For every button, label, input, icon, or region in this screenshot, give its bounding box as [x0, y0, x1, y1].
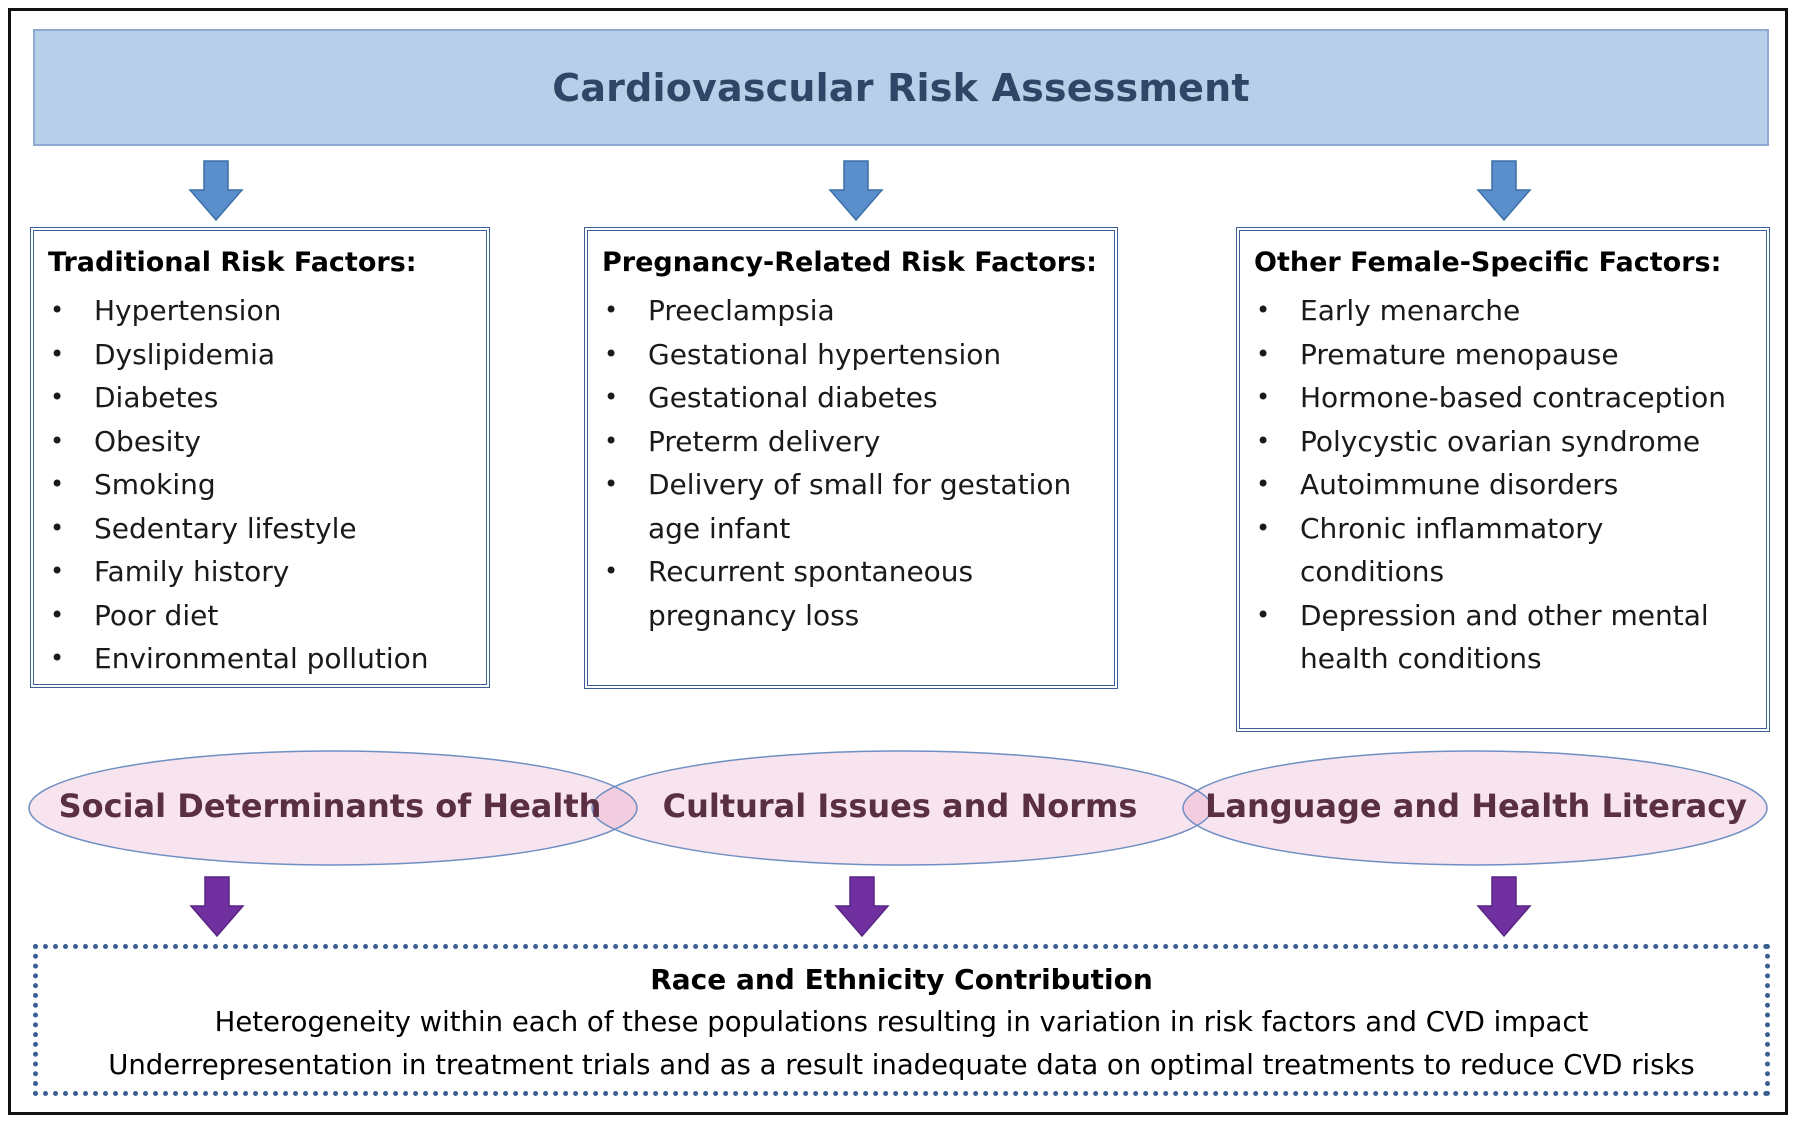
- list-item: • Early menarche: [1254, 289, 1752, 333]
- list-item: • Gestational hypertension: [602, 333, 1100, 377]
- list-item: • Diabetes: [48, 376, 472, 420]
- cultural-issues-label: Cultural Issues and Norms: [662, 787, 1138, 825]
- race-title: Race and Ethnicity Contribution: [650, 963, 1153, 996]
- page-title: Cardiovascular Risk Assessment: [552, 65, 1250, 110]
- list-item: • Polycystic ovarian syndrome: [1254, 420, 1752, 464]
- list-item: • Premature menopause: [1254, 333, 1752, 377]
- list-item: • Environmental pollution: [48, 637, 472, 681]
- list-item: • Family history: [48, 550, 472, 594]
- down-arrow-icon: [189, 876, 245, 938]
- list-item: • Dyslipidemia: [48, 333, 472, 377]
- social-determinants-label: Social Determinants of Health: [58, 787, 602, 825]
- list-item: • Obesity: [48, 420, 472, 464]
- list-item: • Sedentary lifestyle: [48, 507, 472, 551]
- list-item: • Preterm delivery: [602, 420, 1100, 464]
- race-line-heterogeneity: Heterogeneity within each of these populations resulting in variation in risk factors and CVD impact: [214, 1006, 1589, 1038]
- box-title: Traditional Risk Factors:: [48, 247, 417, 278]
- down-arrow-icon: [834, 876, 890, 938]
- list-item: • Delivery of small for gestation age infant: [602, 463, 1100, 550]
- list-item: • Smoking: [48, 463, 472, 507]
- list-item: • Depression and other mental health conditions: [1254, 594, 1752, 681]
- list-item: • Chronic inflammatory conditions: [1254, 507, 1752, 594]
- list-item: • Gestational diabetes: [602, 376, 1100, 420]
- list-item: • Recurrent spontaneous pregnancy loss: [602, 550, 1100, 637]
- language-literacy-label: Language and Health Literacy: [1204, 787, 1748, 825]
- box-title: Pregnancy-Related Risk Factors:: [602, 247, 1097, 278]
- box-title: Other Female-Specific Factors:: [1254, 247, 1722, 278]
- list-item: • Hormone-based contraception: [1254, 376, 1752, 420]
- race-line-underrepresentation: Underrepresentation in treatment trials and as a result inadequate data on optimal treatments to reduce CVD risks: [108, 1049, 1695, 1081]
- down-arrow-icon: [1476, 876, 1532, 938]
- list-item: • Autoimmune disorders: [1254, 463, 1752, 507]
- list-item: • Preeclampsia: [602, 289, 1100, 333]
- race-ethnicity-box: [33, 944, 1770, 1096]
- list-item: • Poor diet: [48, 594, 472, 638]
- list-item: • Hypertension: [48, 289, 472, 333]
